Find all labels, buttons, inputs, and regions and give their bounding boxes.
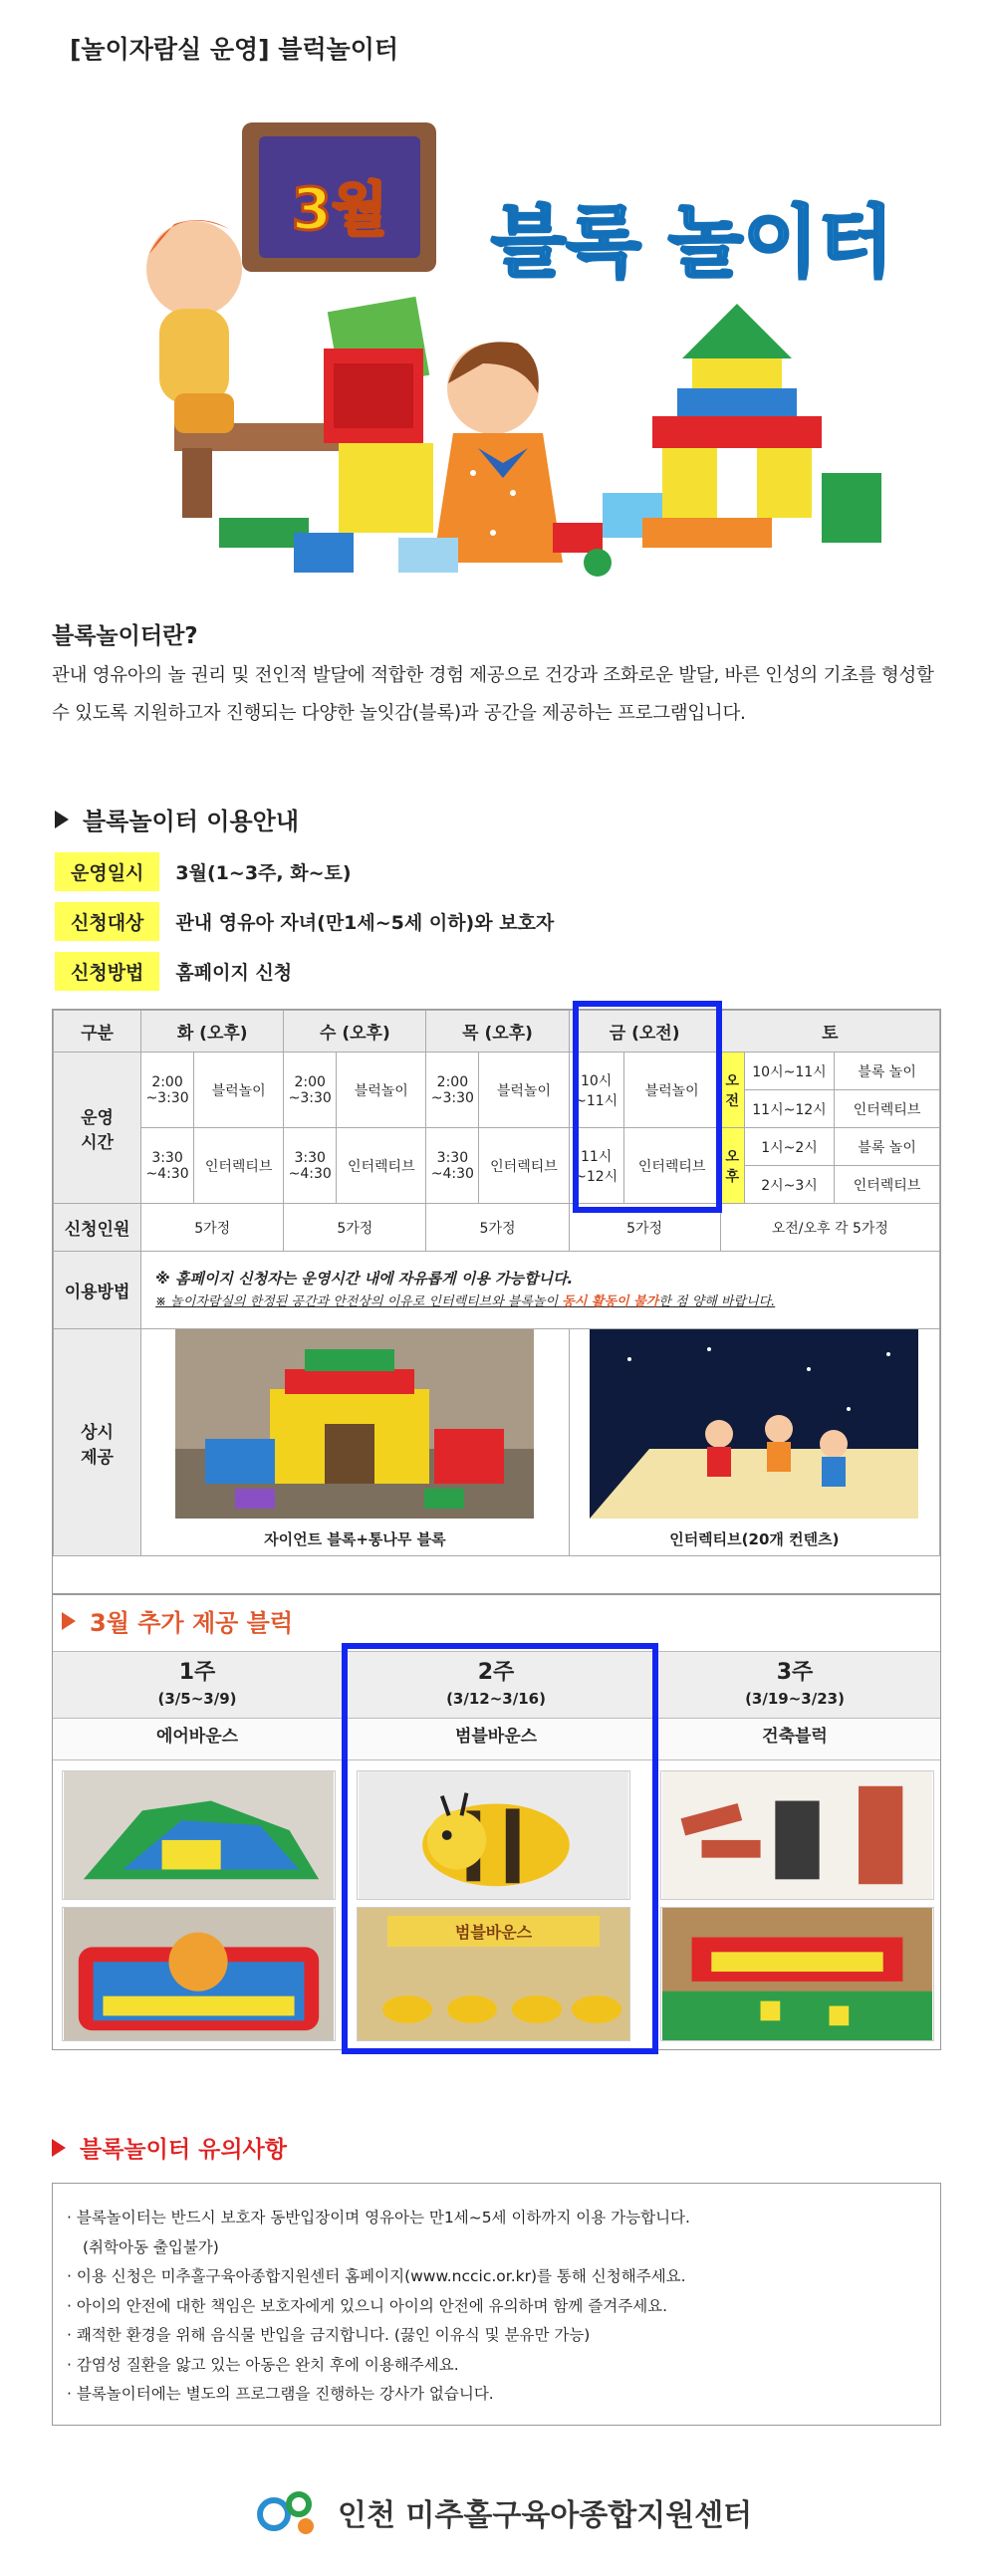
time-cell: 11시 ~12시: [569, 1128, 623, 1204]
notice-item: · 감염성 질환을 앓고 있는 아동은 완치 후에 이용해주세요.: [67, 2355, 459, 2374]
notice-text: 블록놀이터는 반드시 보호자 동반입장이며 영유아는 만1세~5세 이하까지 이용 가능합니다.: [76, 2209, 690, 2226]
notice-heading-label: 블록놀이터 유의사항: [80, 2137, 287, 2163]
week-item-name: 범블바운스: [454, 1727, 538, 1747]
info-row: [55, 852, 352, 891]
friday-highlight-frame: [573, 1001, 722, 1213]
capacity-cell: 5가정: [426, 1204, 569, 1252]
week-dates: (3/5~3/9): [157, 1690, 237, 1708]
always-cell-interactive: [569, 1329, 939, 1556]
time-cell: 3:30 ~4:30: [141, 1128, 194, 1204]
info-value: 관내 영유아 자녀(만1세~5세 이하)와 보호자: [175, 912, 555, 934]
guide-heading: [55, 802, 299, 836]
day-header: 금 (오전): [569, 1011, 720, 1053]
about-heading: 블록놀이터란?: [52, 623, 198, 649]
activity-cell: 인터렉티브: [835, 1090, 940, 1128]
extra-heading: [62, 1603, 293, 1638]
usage-line-1: ※ 홈페이지 신청자는 운영시간 내에 자유롭게 이용 가능합니다.: [155, 1269, 574, 1288]
interactive-photo: [590, 1329, 918, 1519]
week-label: 1주: [178, 1660, 216, 1685]
capacity-cell: 5가정: [284, 1204, 426, 1252]
time-cell: 10시 ~11시: [569, 1053, 623, 1128]
air-bounce-photo-2: [62, 1907, 336, 2041]
notice-text: 블록놀이터에는 별도의 프로그램을 진행하는 강사가 없습니다.: [76, 2385, 494, 2403]
triangle-bullet-icon: [55, 811, 69, 828]
notice-item: · 이용 신청은 미추홀구육아종합지원센터 홈페이지(www.nccic.or.kr)를 통해 신청해주세요.: [67, 2267, 686, 2285]
notice-item: · 아이의 안전에 대한 책임은 보호자에게 있으니 아이의 안전에 유의하며 함께 즐겨주세요.: [67, 2296, 668, 2315]
activity-cell: 블럭놀이: [623, 1053, 720, 1128]
capacity-cell: 오전/오후 각 5가정: [720, 1204, 939, 1252]
activity-cell: 블록 놀이: [835, 1128, 940, 1166]
activity-cell: 인터렉티브: [835, 1166, 940, 1204]
time-cell: 1시~2시: [744, 1128, 834, 1166]
week-label: 3주: [776, 1660, 814, 1685]
time-cell: 3:30 ~4:30: [426, 1128, 479, 1204]
activity-cell: 블럭놀이: [337, 1053, 426, 1128]
day-header: 토: [720, 1011, 939, 1053]
page-title: [놀이자람실 운영] 블럭놀이터: [70, 35, 399, 64]
day-header: 목 (오후): [426, 1011, 569, 1053]
org-name: 인천 미추홀구육아종합지원센터: [338, 2498, 753, 2533]
week-item-name: 에어바운스: [155, 1727, 239, 1747]
week-dates: (3/12~3/16): [446, 1690, 546, 1708]
week-column: [650, 1655, 939, 1747]
boy-figure: [146, 221, 242, 317]
time-cell: 2:00 ~3:30: [426, 1053, 479, 1128]
info-row: [55, 952, 292, 991]
activity-cell: 인터렉티브: [623, 1128, 720, 1204]
notice-text: 쾌적한 환경을 위해 음식물 반입을 금지합니다. (끓인 이유식 및 분유만 가능): [76, 2326, 591, 2344]
info-label: 신청대상: [55, 902, 159, 941]
capacity-cell: 5가정: [569, 1204, 720, 1252]
hero-title: 블록 놀이터: [491, 198, 893, 288]
footer: [254, 2484, 752, 2540]
week-column: [53, 1655, 342, 1747]
hero-illustration: [134, 95, 921, 612]
notice-item: [67, 2233, 926, 2263]
schedule-table: [52, 1009, 941, 1594]
activity-cell: 블록 놀이: [835, 1053, 940, 1090]
notice-text: 감염성 질환을 앓고 있는 아동은 완치 후에 이용해주세요.: [76, 2355, 459, 2374]
time-cell: 2:00 ~3:30: [284, 1053, 337, 1128]
usage-line-2: [155, 1290, 939, 1314]
week-label: 2주: [477, 1660, 515, 1685]
always-cell-blocks: [141, 1329, 570, 1556]
activity-cell: 인터렉티브: [479, 1128, 569, 1204]
info-value: 홈페이지 신청: [175, 962, 293, 984]
notice-item: · 쾌적한 환경을 위해 음식물 반입을 금지합니다. (끓인 이유식 및 분유만 가능): [67, 2326, 591, 2344]
time-cell: 11시~12시: [744, 1090, 834, 1128]
usage-line-2a: ※ 놀이자람실의 한정된 공간과 안전상의 이유로 인터렉티브와 블록놀이: [155, 1293, 563, 1309]
notice-item: · 블록놀이터에는 별도의 프로그램을 진행하는 강사가 없습니다.: [67, 2385, 494, 2403]
capacity-cell: 5가정: [141, 1204, 284, 1252]
usage-cell: [141, 1252, 940, 1329]
activity-cell: 인터렉티브: [193, 1128, 283, 1204]
info-row: [55, 902, 554, 941]
notice-item: · 블록놀이터는 반드시 보호자 동반입장이며 영유아는 만1세~5세 이하까지 이용 가능합니다.: [67, 2209, 690, 2226]
building-block-photo-2: [660, 1907, 934, 2041]
sat-am-label: 오전: [720, 1053, 744, 1128]
time-cell: 10시~11시: [744, 1053, 834, 1090]
time-cell: 2시~3시: [744, 1166, 834, 1204]
triangle-bullet-icon: [62, 1612, 76, 1630]
activity-cell: 블럭놀이: [193, 1053, 283, 1128]
usage-label: 이용방법: [54, 1252, 141, 1329]
week-dates: (3/19~3/23): [745, 1690, 845, 1708]
notice-text: 아이의 안전에 대한 책임은 보호자에게 있으니 아이의 안전에 유의하며 함께 즐겨주세요.: [76, 2296, 668, 2315]
info-label: 신청방법: [55, 952, 159, 991]
notice-text: (취학아동 출입불가): [83, 2237, 219, 2256]
about-text: 관내 영유아의 놀 권리 및 전인적 발달에 적합한 경험 제공으로 건강과 조화로운 발달, 바른 인성의 기초를 형성할 수 있도록 지원하고자 진행되는 다양한 놀잇감(블록)과 공간을 제공하는 프로그램입니다.: [52, 665, 934, 724]
guide-heading-label: 블록놀이터 이용안내: [83, 808, 300, 835]
info-label: 운영일시: [55, 852, 159, 891]
day-header: 수 (오후): [284, 1011, 426, 1053]
extra-heading-label: 3월 추가 제공 블럭: [90, 1609, 294, 1637]
activity-cell: 블럭놀이: [479, 1053, 569, 1128]
always-item-caption: 자이언트 블록+통나무 블록: [264, 1530, 446, 1548]
time-cell: 2:00 ~3:30: [141, 1053, 194, 1128]
air-bounce-photo-1: [62, 1770, 336, 1900]
sat-pm-label: 오후: [720, 1128, 744, 1204]
time-cell: 3:30 ~4:30: [284, 1128, 337, 1204]
info-value: 3월(1~3주, 화~토): [175, 862, 352, 884]
usage-line-2b: 동시 활동이 불가: [562, 1293, 659, 1309]
always-item-caption: 인터렉티브(20개 컨텐츠): [669, 1530, 840, 1548]
bumble-sign: 범블바운스: [387, 1916, 600, 1947]
week-item-name: 건축블럭: [762, 1727, 828, 1747]
usage-line-2c: 한 점 양해 바랍니다.: [658, 1293, 776, 1309]
day-header: 화 (오후): [141, 1011, 284, 1053]
row-label: 운영 시간: [54, 1053, 141, 1204]
giant-block-photo: [175, 1329, 534, 1519]
notice-heading: [52, 2131, 287, 2164]
activity-cell: 인터렉티브: [337, 1128, 426, 1204]
building-block-photo-1: [660, 1770, 934, 1900]
notice-box: [52, 2183, 941, 2426]
always-label: 상시 제공: [54, 1329, 141, 1556]
notice-text: 이용 신청은 미추홀구육아종합지원센터 홈페이지(www.nccic.or.kr)를 통해 신청해주세요.: [76, 2267, 686, 2285]
col-header: 구분: [54, 1011, 141, 1053]
capacity-label: 신청인원: [54, 1204, 141, 1252]
hero-month: 3월: [291, 175, 388, 243]
week2-highlight-frame: [342, 1643, 658, 2054]
triangle-bullet-icon: [52, 2139, 66, 2157]
center-logo-icon: [254, 2484, 324, 2540]
